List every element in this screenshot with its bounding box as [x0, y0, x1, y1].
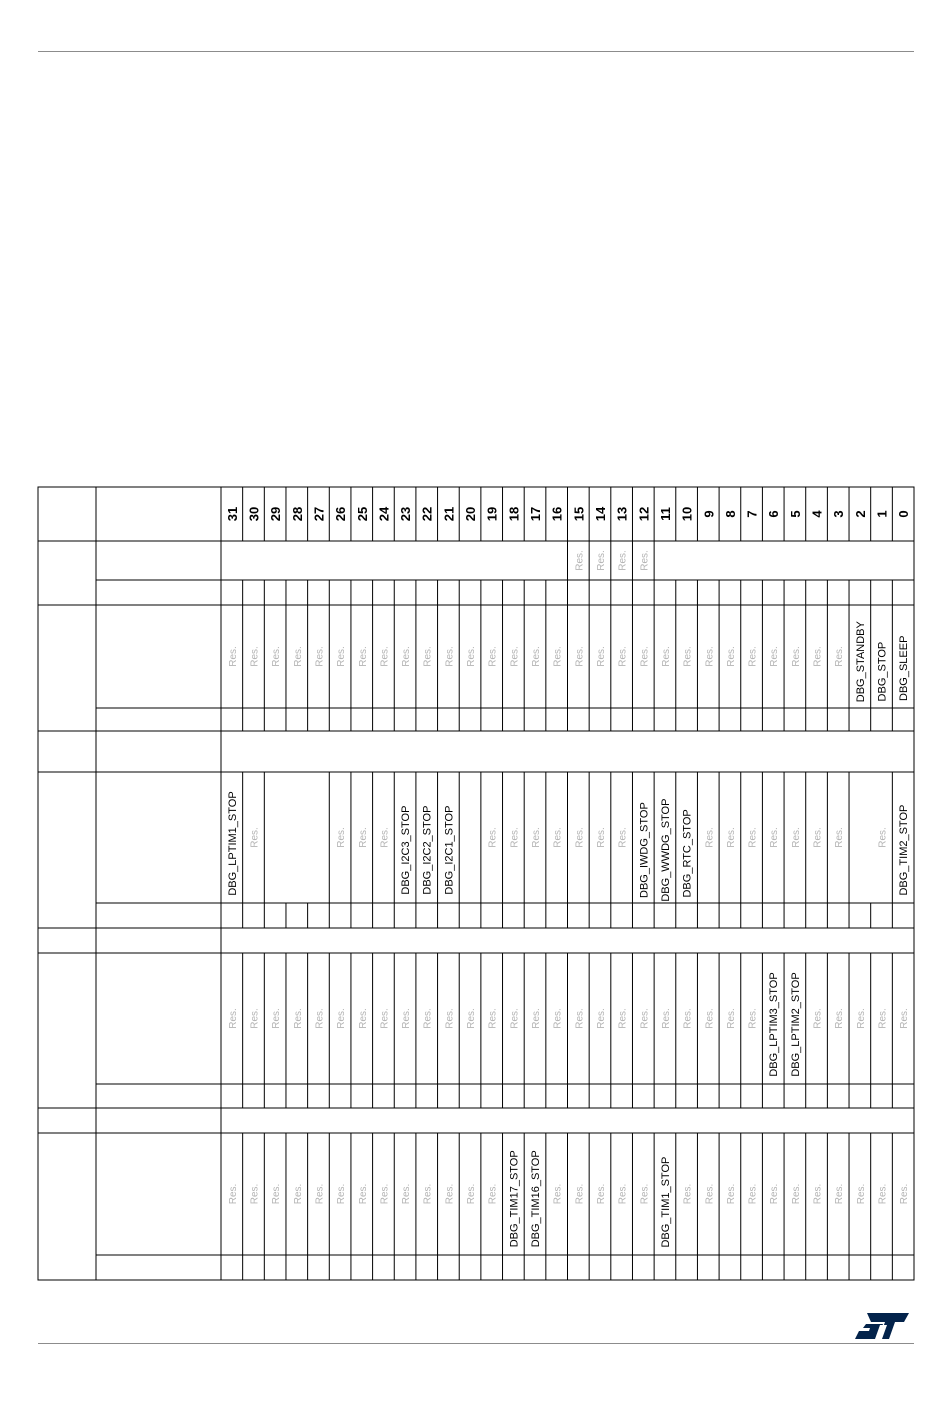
field-res: Res.	[227, 1008, 239, 1029]
bit-number-2: 2	[852, 510, 868, 518]
bit-number-11: 11	[657, 507, 673, 521]
field-dbg-lptim1-stop: DBG_LPTIM1_STOP	[226, 791, 239, 896]
field-res: Res.	[747, 646, 759, 667]
bit-number-9: 9	[701, 510, 717, 518]
field-res: Res.	[834, 646, 846, 667]
field-res: Res.	[314, 1008, 326, 1029]
field-res: Res.	[812, 1183, 824, 1205]
field-res: Res.	[227, 646, 239, 667]
field-res: Res.	[292, 1008, 304, 1029]
field-res: Res.	[487, 646, 499, 667]
bit-number-10: 10	[679, 506, 695, 522]
field-res: Res.	[249, 827, 261, 848]
field-res: Res.	[379, 646, 391, 667]
field-res: Res.	[466, 646, 478, 667]
field-res: Res.	[509, 646, 521, 667]
field-res: Res.	[444, 1183, 456, 1205]
bit-number-31: 31	[224, 506, 240, 522]
field-res: Res.	[769, 646, 781, 667]
field-res: Res.	[509, 827, 521, 848]
field-res: Res.	[769, 1183, 781, 1205]
field-res: Res.	[422, 1008, 434, 1029]
field-res: Res.	[487, 1008, 499, 1029]
field-res: Res.	[271, 1008, 283, 1029]
field-res: Res.	[725, 1183, 737, 1205]
field-res: Res.	[531, 646, 543, 667]
field-res: Res.	[790, 1183, 802, 1205]
field-res: Res.	[444, 1008, 456, 1029]
field-dbg-tim17-stop: DBG_TIM17_STOP	[508, 1150, 521, 1248]
field-res: Res.	[552, 1008, 564, 1029]
field-res: Res.	[682, 646, 694, 667]
field-res: Res.	[855, 1008, 867, 1029]
field-dbg-lptim3-stop: DBG_LPTIM3_STOP	[768, 972, 781, 1077]
field-dbg-rtc-stop: DBG_RTC_STOP	[681, 809, 694, 898]
field-res: Res.	[704, 1183, 716, 1205]
field-res: Res.	[574, 646, 586, 667]
field-res: Res.	[877, 1008, 889, 1029]
field-res: Res.	[552, 1183, 564, 1205]
bit-number-26: 26	[333, 506, 349, 522]
field-res: Res.	[855, 1183, 867, 1205]
field-res: Res.	[747, 1183, 759, 1205]
field-res: Res.	[899, 1183, 911, 1205]
field-res: Res.	[725, 827, 737, 848]
field-res: Res.	[639, 1183, 651, 1205]
field-res: Res.	[769, 827, 781, 848]
bit-number-8: 8	[722, 510, 738, 518]
field-res: Res.	[487, 1183, 499, 1205]
field-res: Res.	[595, 1183, 607, 1205]
field-dbg-tim1-stop: DBG_TIM1_STOP	[659, 1156, 672, 1248]
field-dbg-stop: DBG_STOP	[876, 641, 889, 702]
field-res: Res.	[357, 827, 369, 848]
field-res: Res.	[336, 1183, 348, 1205]
field-res: Res.	[574, 827, 586, 848]
field-res: Res.	[877, 1183, 889, 1205]
bit-number-1: 1	[874, 510, 890, 518]
bit-number-0: 0	[896, 510, 912, 518]
field-res: Res.	[574, 1183, 586, 1205]
field-res: Res.	[422, 646, 434, 667]
field-dbg-iwdg-stop: DBG_IWDG_STOP	[638, 802, 651, 898]
field-res: Res.	[292, 1183, 304, 1205]
field-res: Res.	[682, 1008, 694, 1029]
field-res: Res.	[249, 1183, 261, 1205]
field-res: Res.	[595, 550, 607, 571]
field-res: Res.	[617, 550, 629, 571]
field-res: Res.	[617, 1008, 629, 1029]
field-res: Res.	[812, 646, 824, 667]
field-res: Res.	[812, 827, 824, 848]
field-dbg-lptim2-stop: DBG_LPTIM2_STOP	[789, 972, 802, 1077]
field-res: Res.	[660, 646, 672, 667]
bit-number-23: 23	[398, 506, 414, 522]
field-res: Res.	[834, 1008, 846, 1029]
field-res: Res.	[747, 1008, 759, 1029]
table-border	[38, 487, 914, 1280]
field-res: Res.	[422, 1183, 434, 1205]
field-res: Res.	[357, 646, 369, 667]
field-res: Res.	[552, 646, 564, 667]
bit-number-24: 24	[376, 506, 392, 522]
bit-number-4: 4	[809, 510, 825, 518]
bit-number-14: 14	[592, 506, 608, 522]
field-res: Res.	[401, 1008, 413, 1029]
field-dbg-sleep: DBG_SLEEP	[898, 635, 911, 702]
field-res: Res.	[899, 1008, 911, 1029]
field-dbg-standby: DBG_STANDBY	[854, 621, 867, 703]
field-res: Res.	[466, 1183, 478, 1205]
field-res: Res.	[574, 550, 586, 571]
bit-number-22: 22	[419, 506, 435, 522]
field-res: Res.	[249, 646, 261, 667]
bit-number-12: 12	[636, 506, 652, 522]
field-res: Res.	[379, 1008, 391, 1029]
field-res: Res.	[227, 1183, 239, 1205]
field-res: Res.	[595, 646, 607, 667]
field-dbg-i2c2-stop: DBG_I2C2_STOP	[421, 805, 434, 895]
field-res: Res.	[249, 1008, 261, 1029]
field-res: Res.	[812, 1008, 824, 1029]
field-res: Res.	[357, 1183, 369, 1205]
bit-number-21: 21	[441, 506, 457, 522]
field-res: Res.	[725, 1008, 737, 1029]
field-res: Res.	[639, 550, 651, 571]
bit-number-13: 13	[614, 506, 630, 522]
field-res: Res.	[704, 827, 716, 848]
field-res: Res.	[595, 827, 607, 848]
field-res: Res.	[639, 1008, 651, 1029]
bit-number-15: 15	[571, 506, 587, 522]
field-dbg-wwdg-stop: DBG_WWDG_STOP	[659, 798, 672, 902]
field-dbg-tim2-stop: DBG_TIM2_STOP	[898, 804, 911, 896]
bit-number-19: 19	[484, 506, 500, 522]
field-res: Res.	[834, 827, 846, 848]
field-res: Res.	[834, 1183, 846, 1205]
field-res: Res.	[509, 1008, 521, 1029]
field-res: Res.	[595, 1008, 607, 1029]
field-res: Res.	[747, 827, 759, 848]
field-res: Res.	[466, 1008, 478, 1029]
bit-number-7: 7	[744, 510, 760, 518]
field-res: Res.	[704, 1008, 716, 1029]
field-res: Res.	[292, 646, 304, 667]
field-res: Res.	[617, 827, 629, 848]
field-res: Res.	[487, 827, 499, 848]
field-dbg-i2c1-stop: DBG_I2C1_STOP	[443, 805, 456, 895]
bit-number-30: 30	[246, 506, 262, 522]
bit-number-18: 18	[506, 506, 522, 522]
bit-number-3: 3	[831, 510, 847, 518]
field-res: Res.	[379, 1183, 391, 1205]
bit-number-29: 29	[268, 506, 284, 522]
field-res: Res.	[790, 827, 802, 848]
field-res: Res.	[336, 827, 348, 848]
field-res: Res.	[401, 646, 413, 667]
bit-number-6: 6	[766, 510, 782, 518]
field-dbg-tim16-stop: DBG_TIM16_STOP	[530, 1150, 543, 1248]
footer-rule	[38, 1343, 914, 1344]
field-res: Res.	[271, 646, 283, 667]
field-res: Res.	[574, 1008, 586, 1029]
st-logo-icon	[853, 1311, 911, 1341]
field-dbg-i2c3-stop: DBG_I2C3_STOP	[400, 805, 413, 895]
bit-number-20: 20	[463, 506, 479, 522]
field-res: Res.	[314, 646, 326, 667]
field-res: Res.	[877, 827, 889, 848]
bit-number-5: 5	[787, 510, 803, 518]
field-res: Res.	[617, 1183, 629, 1205]
field-res: Res.	[336, 646, 348, 667]
bit-number-16: 16	[549, 506, 565, 522]
field-res: Res.	[357, 1008, 369, 1029]
field-res: Res.	[314, 1183, 326, 1205]
field-res: Res.	[531, 1008, 543, 1029]
field-res: Res.	[552, 827, 564, 848]
field-res: Res.	[617, 646, 629, 667]
field-res: Res.	[660, 1008, 672, 1029]
field-res: Res.	[704, 646, 716, 667]
field-res: Res.	[271, 1183, 283, 1205]
field-res: Res.	[401, 1183, 413, 1205]
field-res: Res.	[682, 1183, 694, 1205]
bit-number-27: 27	[311, 506, 327, 522]
field-res: Res.	[444, 646, 456, 667]
field-res: Res.	[639, 646, 651, 667]
field-res: Res.	[725, 646, 737, 667]
field-res: Res.	[531, 827, 543, 848]
field-res: Res.	[790, 646, 802, 667]
bit-number-25: 25	[354, 506, 370, 522]
bit-number-28: 28	[289, 506, 305, 522]
field-res: Res.	[336, 1008, 348, 1029]
bit-number-17: 17	[528, 506, 544, 522]
field-res: Res.	[379, 827, 391, 848]
